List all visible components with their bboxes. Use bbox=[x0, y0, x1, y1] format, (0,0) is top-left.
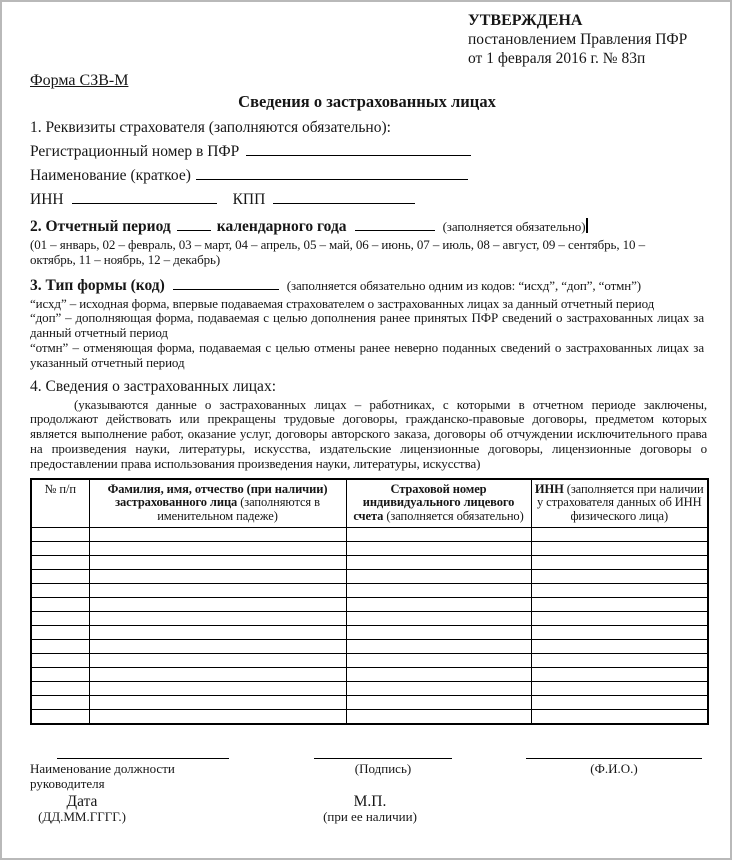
section-1-heading: 1. Реквизиты страхователя (заполняются обязательно): bbox=[30, 119, 391, 136]
table-cell-r11-c4[interactable] bbox=[531, 667, 708, 681]
table-cell-r11-c1[interactable] bbox=[31, 667, 89, 681]
short-name-label: Наименование (краткое) bbox=[30, 167, 191, 184]
form-type-note: (заполняется обязательно одним из кодов: “исхд”, “доп”, “отмн”) bbox=[286, 277, 642, 293]
table-cell-r1-c1[interactable] bbox=[31, 527, 89, 541]
table-row bbox=[31, 569, 708, 583]
table-cell-r11-c3[interactable] bbox=[346, 667, 531, 681]
table-cell-r2-c2[interactable] bbox=[89, 541, 346, 555]
table-cell-r1-c2[interactable] bbox=[89, 527, 346, 541]
table-cell-r6-c3[interactable] bbox=[346, 597, 531, 611]
stamp-label: М.П. bbox=[353, 793, 387, 810]
approval-line-2: постановлением Правления ПФР bbox=[468, 31, 688, 48]
table-row bbox=[31, 555, 708, 569]
table-cell-r13-c1[interactable] bbox=[31, 695, 89, 709]
reporting-period-label: 2. Отчетный период bbox=[30, 218, 171, 235]
table-row bbox=[31, 653, 708, 667]
table-cell-r5-c4[interactable] bbox=[531, 583, 708, 597]
table-row bbox=[31, 695, 708, 709]
form-type-descriptions bbox=[30, 297, 704, 371]
date-format-label: (ДД.ММ.ГГГГ.) bbox=[38, 809, 126, 824]
inn-field[interactable] bbox=[72, 189, 217, 204]
table-cell-r3-c4[interactable] bbox=[531, 555, 708, 569]
signature-caption: (Подпись) bbox=[354, 761, 412, 776]
table-cell-r13-c2[interactable] bbox=[89, 695, 346, 709]
table-cell-r10-c1[interactable] bbox=[31, 653, 89, 667]
table-cell-r3-c2[interactable] bbox=[89, 555, 346, 569]
insured-persons-note: (указываются данные о застрахованных лицах – работниках, с которыми в отчетном периоде заключены, продолжают действовать или прекращены трудовые договоры, гражданско-правовые договоры, предметом которых является выполнение работ, оказание услуг, договоры авторского заказа, договоры об отчуждении исключительного права на произведения науки, литературы, искусства, издательские лицензионные договоры, лицензионные договоры о предоставлении права использования произведения науки, литературы, искусства) bbox=[30, 396, 707, 471]
table-cell-r9-c1[interactable] bbox=[31, 639, 89, 653]
table-cell-r8-c3[interactable] bbox=[346, 625, 531, 639]
column-header-2: Фамилия, имя, отчество (при наличии) застрахованного лица (заполняются в именительном падеже) bbox=[89, 479, 346, 528]
approval-stamp bbox=[468, 11, 704, 68]
table-row bbox=[31, 667, 708, 681]
stamp-note: (при ее наличии) bbox=[323, 809, 417, 824]
table-cell-r11-c2[interactable] bbox=[89, 667, 346, 681]
table-cell-r7-c3[interactable] bbox=[346, 611, 531, 625]
position-caption: Наименование должности руководителя bbox=[30, 761, 175, 791]
form-type-label: 3. Тип формы (код) bbox=[30, 276, 165, 294]
table-cell-r5-c1[interactable] bbox=[31, 583, 89, 597]
table-cell-r6-c2[interactable] bbox=[89, 597, 346, 611]
table-cell-r2-c3[interactable] bbox=[346, 541, 531, 555]
table-cell-r8-c4[interactable] bbox=[531, 625, 708, 639]
approval-title: УТВЕРЖДЕНА bbox=[468, 12, 583, 29]
table-cell-r10-c4[interactable] bbox=[531, 653, 708, 667]
table-cell-r5-c2[interactable] bbox=[89, 583, 346, 597]
months-legend: (01 – январь, 02 – февраль, 03 – март, 04 – апрель, 05 – май, 06 – июнь, 07 – июль, 08 – август, 09 – сентябрь, 10 – октябрь, 11 – ноябрь, 12 – декабрь) bbox=[30, 237, 645, 267]
table-row bbox=[31, 583, 708, 597]
table-cell-r10-c3[interactable] bbox=[346, 653, 531, 667]
insured-persons-table bbox=[30, 478, 709, 725]
stamp-block bbox=[295, 794, 445, 824]
table-header-row bbox=[31, 479, 708, 528]
table-cell-r6-c1[interactable] bbox=[31, 597, 89, 611]
table-cell-r14-c3[interactable] bbox=[346, 709, 531, 724]
table-cell-r14-c1[interactable] bbox=[31, 709, 89, 724]
table-cell-r4-c2[interactable] bbox=[89, 569, 346, 583]
page-title: Сведения о застрахованных лицах bbox=[238, 92, 496, 111]
table-cell-r9-c4[interactable] bbox=[531, 639, 708, 653]
table-cell-r7-c2[interactable] bbox=[89, 611, 346, 625]
table-cell-r12-c4[interactable] bbox=[531, 681, 708, 695]
reporting-period-note: (заполняется обязательно) bbox=[442, 219, 586, 234]
form-code-label: Форма СЗВ-М bbox=[30, 72, 129, 89]
section-reporting-period bbox=[30, 216, 704, 268]
table-row bbox=[31, 611, 708, 625]
date-block bbox=[32, 794, 132, 824]
table-row bbox=[31, 597, 708, 611]
pfr-reg-number-label: Регистрационный номер в ПФР bbox=[30, 143, 240, 160]
table-row bbox=[31, 639, 708, 653]
table-cell-r4-c3[interactable] bbox=[346, 569, 531, 583]
position-signature-line[interactable] bbox=[57, 758, 229, 759]
table-cell-r8-c1[interactable] bbox=[31, 625, 89, 639]
table-cell-r12-c1[interactable] bbox=[31, 681, 89, 695]
section-insurer-details bbox=[30, 119, 704, 209]
column-header-3: Страховой номер индивидуального лицевого счета (заполняется обязательно) bbox=[346, 479, 531, 528]
table-cell-r13-c3[interactable] bbox=[346, 695, 531, 709]
table-cell-r10-c2[interactable] bbox=[89, 653, 346, 667]
table-cell-r4-c1[interactable] bbox=[31, 569, 89, 583]
reporting-period-field[interactable] bbox=[177, 216, 211, 231]
table-cell-r12-c3[interactable] bbox=[346, 681, 531, 695]
table-cell-r13-c4[interactable] bbox=[531, 695, 708, 709]
kpp-label: КПП bbox=[232, 191, 266, 208]
table-cell-r9-c2[interactable] bbox=[89, 639, 346, 653]
table-cell-r3-c1[interactable] bbox=[31, 555, 89, 569]
table-body bbox=[31, 527, 708, 724]
table-row bbox=[31, 681, 708, 695]
form-type-description-3: “отмн” – отменяющая форма, подаваемая с целью отмены ранее неверно поданных сведений о застрахованных лицах за указанный отчетный период bbox=[30, 339, 704, 370]
table-cell-r5-c3[interactable] bbox=[346, 583, 531, 597]
form-type-description-2: “доп” – дополняющая форма, подаваемая с целью дополнения ранее принятых ПФР сведений о застрахованных лицах за данный отчетный период bbox=[30, 310, 704, 341]
table-cell-r2-c1[interactable] bbox=[31, 541, 89, 555]
table-cell-r2-c4[interactable] bbox=[531, 541, 708, 555]
date-label: Дата bbox=[66, 793, 98, 810]
table-cell-r8-c2[interactable] bbox=[89, 625, 346, 639]
table-cell-r3-c3[interactable] bbox=[346, 555, 531, 569]
table-row bbox=[31, 527, 708, 541]
signature-line[interactable] bbox=[314, 758, 452, 759]
calendar-year-label: календарного года bbox=[216, 218, 347, 235]
text-cursor bbox=[586, 218, 588, 233]
section-4-heading: 4. Сведения о застрахованных лицах: bbox=[30, 377, 276, 395]
column-header-4: ИНН (заполняется при наличии у страхователя данных об ИНН физического лица) bbox=[531, 479, 708, 528]
form-type-code-field[interactable] bbox=[173, 275, 279, 290]
pfr-reg-number-field[interactable] bbox=[246, 141, 471, 156]
table-cell-r9-c3[interactable] bbox=[346, 639, 531, 653]
table-cell-r7-c4[interactable] bbox=[531, 611, 708, 625]
section-insured-persons bbox=[30, 377, 707, 472]
table-cell-r4-c4[interactable] bbox=[531, 569, 708, 583]
table-cell-r6-c4[interactable] bbox=[531, 597, 708, 611]
table-cell-r1-c4[interactable] bbox=[531, 527, 708, 541]
inn-label: ИНН bbox=[30, 191, 64, 208]
table-cell-r14-c2[interactable] bbox=[89, 709, 346, 724]
section-form-type bbox=[30, 275, 704, 371]
form-type-description-1: “исхд” – исходная форма, впервые подаваемая страхователем о застрахованных лицах за данный отчетный период bbox=[30, 295, 655, 311]
approval-line-3: от 1 февраля 2016 г. № 83п bbox=[468, 50, 646, 67]
fio-line[interactable] bbox=[526, 758, 702, 759]
table-cell-r1-c3[interactable] bbox=[346, 527, 531, 541]
table-row bbox=[31, 541, 708, 555]
table-cell-r12-c2[interactable] bbox=[89, 681, 346, 695]
table-cell-r7-c1[interactable] bbox=[31, 611, 89, 625]
table-cell-r14-c4[interactable] bbox=[531, 709, 708, 724]
table-row bbox=[31, 709, 708, 724]
short-name-field[interactable] bbox=[196, 165, 468, 180]
table-row bbox=[31, 625, 708, 639]
column-header-1: № п/п bbox=[31, 479, 89, 528]
fio-caption: (Ф.И.О.) bbox=[590, 761, 638, 776]
calendar-year-field[interactable] bbox=[355, 216, 435, 231]
kpp-field[interactable] bbox=[273, 189, 415, 204]
